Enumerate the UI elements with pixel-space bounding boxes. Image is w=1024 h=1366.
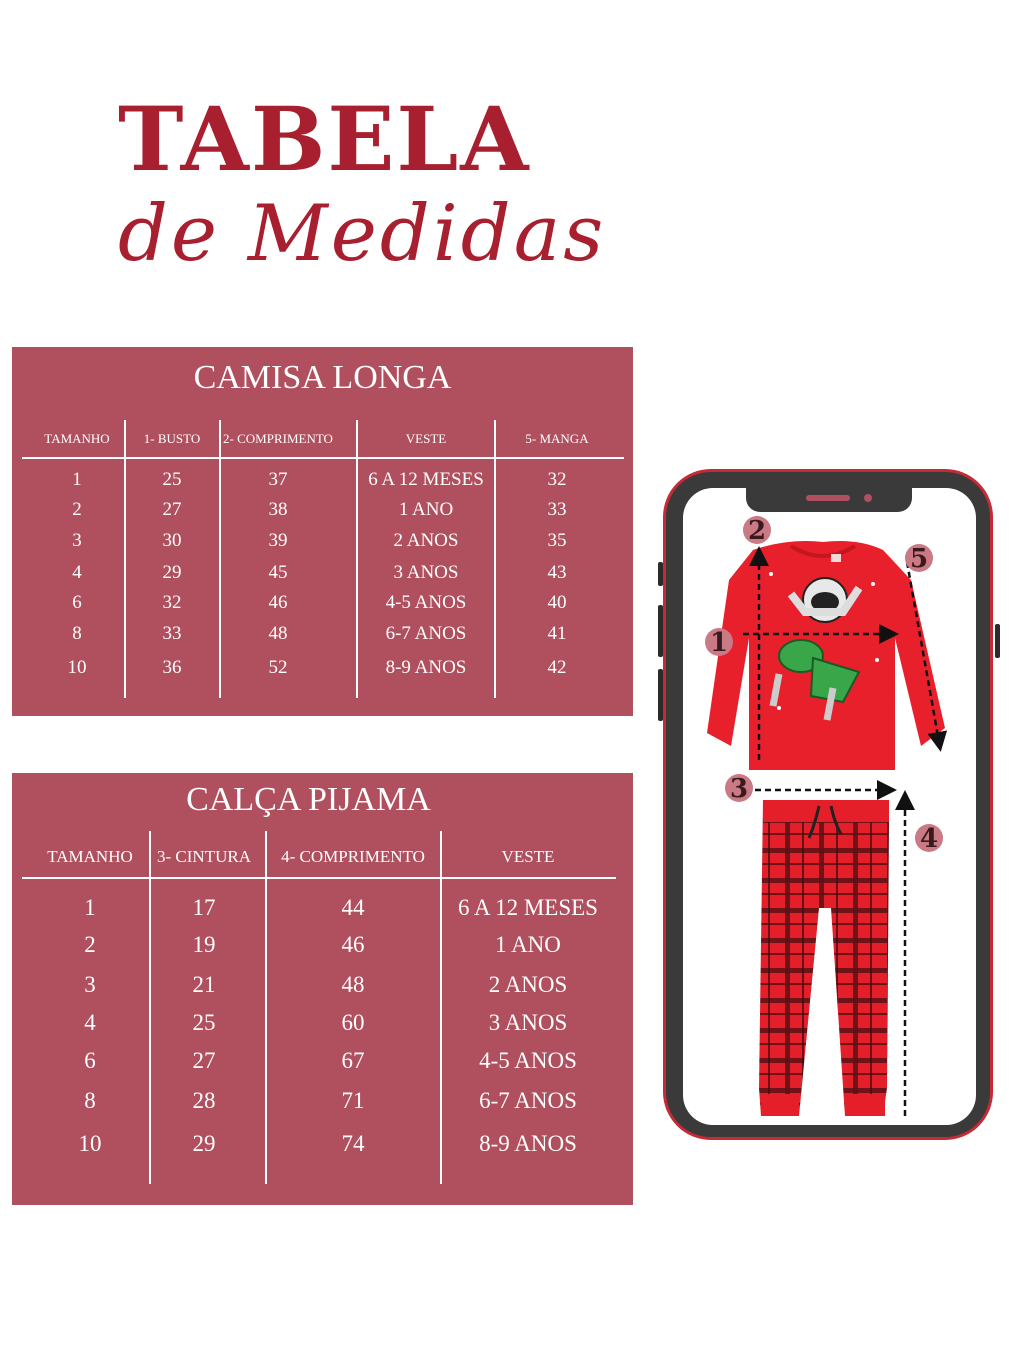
page-title: TABELA xyxy=(118,87,531,191)
marker-number: 3 xyxy=(729,774,749,804)
table-cell: 8-9 ANOS xyxy=(479,1131,577,1156)
calca-header-divider xyxy=(22,877,616,879)
table-cell: 1 ANO xyxy=(398,499,454,520)
column-header: 3- CINTURA xyxy=(157,847,251,866)
table-cell: 10 xyxy=(78,1131,102,1156)
table-cell: 33 xyxy=(547,499,567,520)
table-cell: 3 ANOS xyxy=(488,1010,568,1035)
marker-number: 2 xyxy=(747,516,767,546)
table-cell: 29 xyxy=(162,562,182,583)
column-header: VESTE xyxy=(501,847,555,866)
table-cell: 3 xyxy=(72,530,82,551)
table-cell: 8 xyxy=(84,1088,96,1113)
marker-number: 1 xyxy=(709,628,729,658)
camisa-table-panel xyxy=(12,347,633,716)
table-cell: 4-5 ANOS xyxy=(385,592,467,613)
table-cell: 36 xyxy=(162,657,182,678)
column-header: 2- COMPRIMENTO xyxy=(223,431,333,446)
camisa-header-divider xyxy=(22,457,624,459)
table-cell: 27 xyxy=(162,499,182,520)
table-cell: 6 xyxy=(72,592,82,613)
table-cell: 48 xyxy=(341,972,365,997)
table-cell: 38 xyxy=(268,499,288,520)
table-cell: 1 xyxy=(84,895,96,920)
table-cell: 27 xyxy=(192,1048,216,1073)
table-cell: 2 ANOS xyxy=(488,972,568,997)
page-subtitle: de Medidas xyxy=(118,189,607,279)
table-cell: 25 xyxy=(162,469,182,490)
table-cell: 32 xyxy=(547,469,567,490)
table-cell: 25 xyxy=(192,1010,216,1035)
table-cell: 6-7 ANOS xyxy=(479,1088,577,1113)
table-cell: 6 xyxy=(84,1048,96,1073)
marker-number: 4 xyxy=(919,824,939,854)
table-cell: 39 xyxy=(268,530,288,551)
table-cell: 3 ANOS xyxy=(393,562,459,583)
table-cell: 40 xyxy=(547,592,567,613)
table-cell: 46 xyxy=(341,932,365,957)
table-cell: 41 xyxy=(547,623,567,644)
table-cell: 42 xyxy=(547,657,567,678)
column-header: 5- MANGA xyxy=(525,431,589,446)
table-cell: 8-9 ANOS xyxy=(385,657,467,678)
table-cell: 29 xyxy=(192,1131,216,1156)
table-cell: 1 xyxy=(72,469,82,490)
phone-side-button xyxy=(995,624,1000,658)
table-cell: 4 xyxy=(84,1010,96,1035)
marker-number: 5 xyxy=(909,544,929,574)
calca-table-title: CALÇA PIJAMA xyxy=(186,781,431,818)
column-header: VESTE xyxy=(405,431,447,446)
table-cell: 28 xyxy=(192,1088,216,1113)
table-cell: 8 xyxy=(72,623,82,644)
pants-illustration xyxy=(759,800,889,1116)
column-header: 4- COMPRIMENTO xyxy=(281,847,425,866)
table-cell: 67 xyxy=(341,1048,365,1073)
table-cell: 52 xyxy=(268,657,288,678)
column-divider xyxy=(440,831,442,1184)
table-cell: 30 xyxy=(162,530,182,551)
table-cell: 45 xyxy=(268,562,288,583)
table-cell: 6-7 ANOS xyxy=(385,623,467,644)
table-cell: 35 xyxy=(547,530,567,551)
table-cell: 21 xyxy=(192,972,216,997)
table-cell: 6 A 12 MESES xyxy=(368,469,484,490)
table-cell: 19 xyxy=(192,932,216,957)
table-cell: 6 A 12 MESES xyxy=(458,895,598,920)
table-cell: 1 ANO xyxy=(495,932,561,957)
table-cell: 44 xyxy=(341,895,365,920)
table-cell: 71 xyxy=(341,1088,365,1113)
table-cell: 4 xyxy=(72,562,82,583)
table-cell: 2 ANOS xyxy=(393,530,459,551)
table-cell: 17 xyxy=(192,895,216,920)
table-cell: 2 xyxy=(84,932,96,957)
table-cell: 37 xyxy=(268,469,288,490)
table-cell: 74 xyxy=(341,1131,365,1156)
table-cell: 10 xyxy=(67,657,87,678)
table-cell: 4-5 ANOS xyxy=(479,1048,577,1073)
calca-table-panel xyxy=(12,773,633,1205)
table-cell: 2 xyxy=(72,499,82,520)
table-cell: 3 xyxy=(84,972,96,997)
table-cell: 48 xyxy=(268,623,288,644)
table-cell: 32 xyxy=(162,592,182,613)
table-cell: 33 xyxy=(162,623,182,644)
table-cell: 43 xyxy=(547,562,567,583)
garment-measurement-diagram xyxy=(683,488,976,1125)
table-cell: 60 xyxy=(341,1010,365,1035)
camisa-table-title: CAMISA LONGA xyxy=(193,359,452,396)
column-header: TAMANHO xyxy=(44,431,110,446)
column-header: TAMANHO xyxy=(47,847,133,866)
table-cell: 46 xyxy=(268,592,288,613)
column-header: 1- BUSTO xyxy=(143,431,201,446)
